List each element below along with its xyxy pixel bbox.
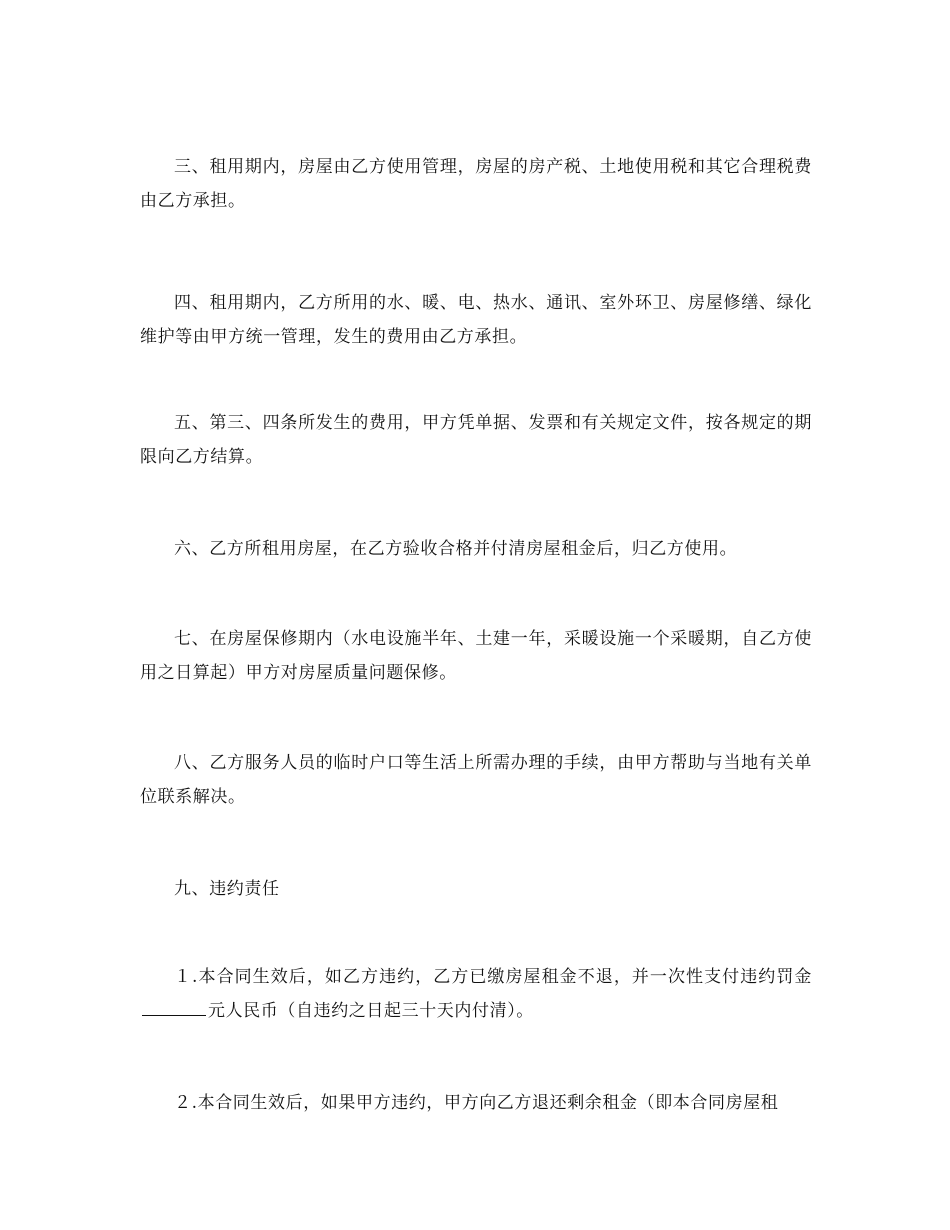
clause-7-paragraph: 七、在房屋保修期内（水电设施半年、土建一年，采暖设施一个采暖期，自乙方使用之日算起）甲方对房屋质量问题保修。 xyxy=(140,629,812,683)
clause-6-paragraph: 六、乙方所租用房屋，在乙方验收合格并付清房屋租金后，归乙方使用。 xyxy=(174,539,738,559)
clause-4-paragraph: 四、租用期内，乙方所用的水、暖、电、热水、通讯、室外环卫、房屋修缮、绿化维护等由甲方统一管理，发生的费用由乙方承担。 xyxy=(140,293,812,347)
liability-item-1-text: １.本合同生效后，如乙方违约，乙方已缴房屋租金不退，并一次性支付违约罚金 xyxy=(174,967,812,987)
clause-3-paragraph: 三、租用期内，房屋由乙方使用管理，房屋的房产税、土地使用税和其它合理税费由乙方承担。 xyxy=(140,157,812,211)
penalty-amount-blank xyxy=(142,1014,206,1016)
liability-item-1 xyxy=(140,960,812,1028)
document-page xyxy=(140,0,812,1230)
clause-8-paragraph: 八、乙方服务人员的临时户口等生活上所需办理的手续，由甲方帮助与当地有关单位联系解决。 xyxy=(140,753,812,807)
liability-item-2: ２.本合同生效后，如果甲方违约，甲方向乙方退还剩余租金（即本合同房屋租 xyxy=(174,1093,779,1113)
clause-9-heading: 九、违约责任 xyxy=(174,879,280,899)
clause-5-paragraph: 五、第三、四条所发生的费用，甲方凭单据、发票和有关规定文件，按各规定的期限向乙方结算。 xyxy=(140,413,812,467)
liability-item-1-suffix: 元人民币（自违约之日起三十天内付清）。 xyxy=(208,1001,534,1021)
